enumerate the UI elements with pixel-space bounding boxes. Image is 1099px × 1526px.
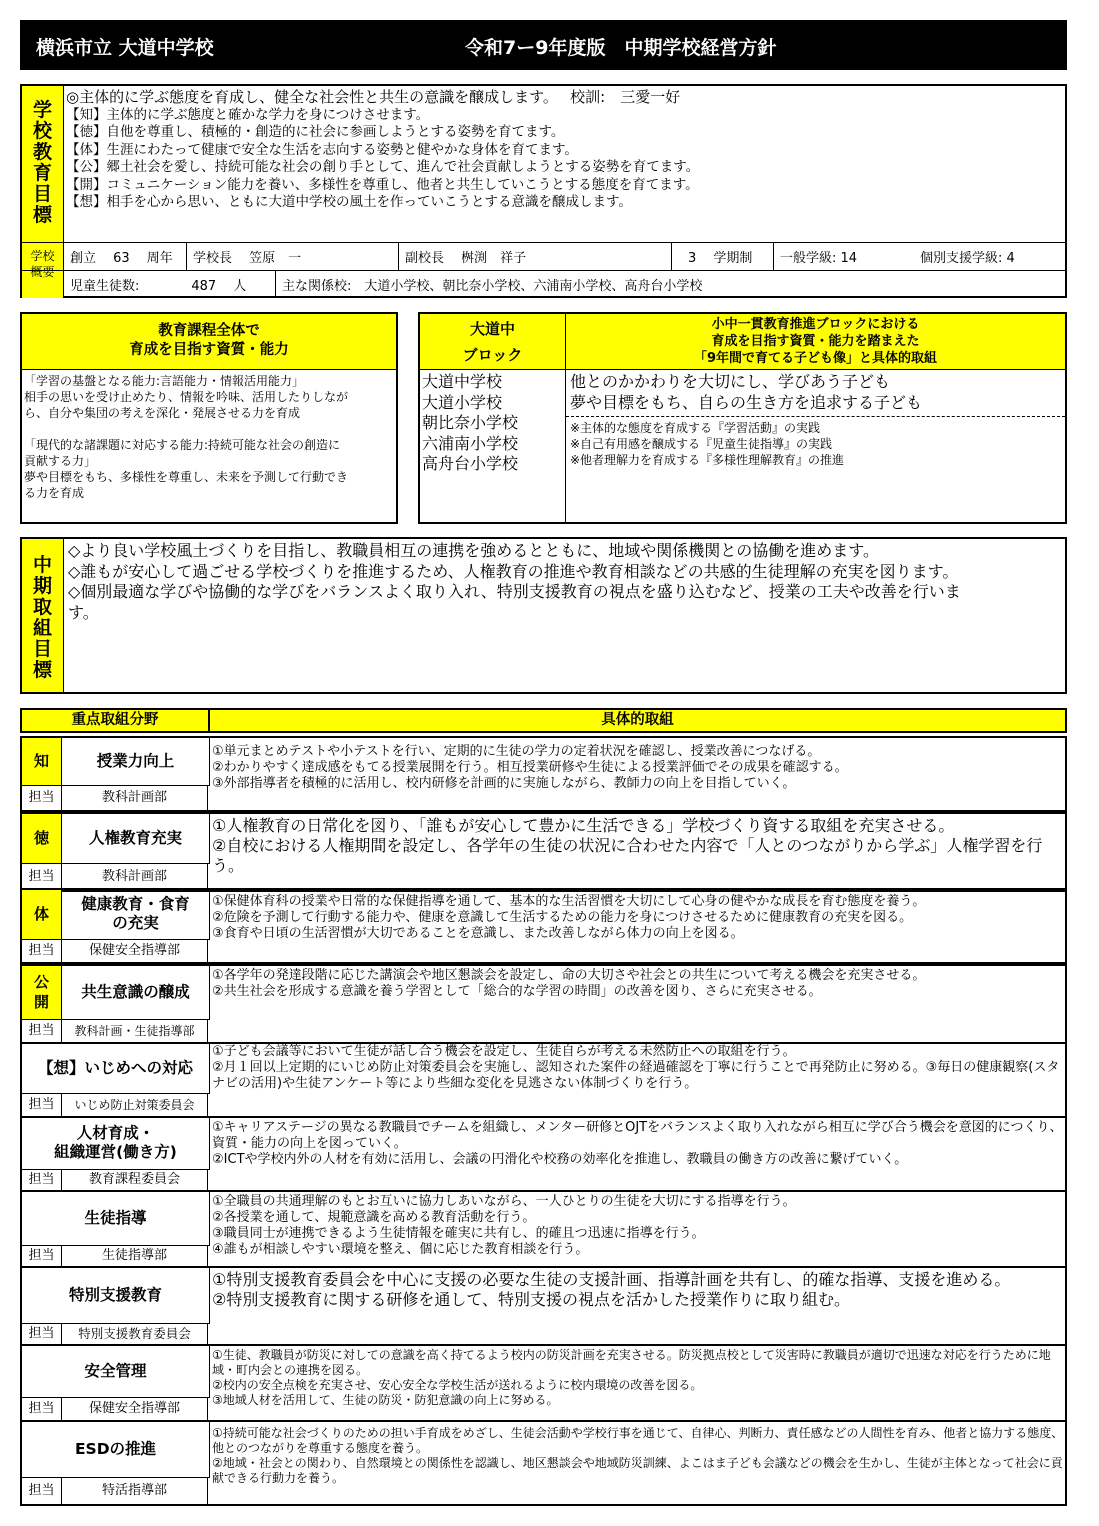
- section-hr: [20, 1116, 1067, 1192]
- tanto-label: 担当: [22, 864, 62, 890]
- vice-principal: 副校長 桝渕 祥子: [399, 243, 672, 270]
- tanto-label: 担当: [22, 1094, 62, 1116]
- principal: 学校長 笠原 一: [187, 243, 399, 270]
- terms: 3 学期制: [672, 243, 774, 270]
- tanto-label: 担当: [22, 1246, 62, 1266]
- general-classes: 一般学級: 14: [780, 251, 858, 266]
- label-char: 目: [32, 638, 52, 660]
- label-char: 標: [32, 204, 52, 226]
- competency-line: ら、自分や集団の考えを深化・発展させる力を育成: [24, 406, 301, 420]
- tanto-label: 担当: [22, 940, 62, 962]
- section-topic: 人権教育充実: [62, 814, 210, 864]
- midterm-goal: ◇個別最適な学びや協働的な学びをバランスよく取り入れ、特別支援教育の視点を盛り込むなど、授業の工夫や改善を行いま: [68, 582, 961, 601]
- competency-line: 貢献する力」: [24, 454, 97, 468]
- overview-row-2: [22, 270, 1067, 298]
- section-tag: 知: [22, 738, 62, 786]
- education-goals-text: [66, 88, 1066, 211]
- section-dept: 教科計画部: [62, 864, 208, 890]
- action-item: ③職員同士が連携できるよう生徒情報を確実に共有し、的確且つ迅速に指導を行う。: [212, 1226, 705, 1241]
- block-title-line: 大道中: [469, 320, 515, 338]
- midterm-goals-box: [20, 537, 1067, 694]
- section-actions: [212, 894, 1064, 942]
- label-char: 育: [32, 162, 52, 184]
- action-item: ②月１回以上定期的にいじめ防止対策委員会を実施し、認知された案件の経過確認を丁寧に行うことで再発防止に努める。③毎日の健康観察(スタナビの活用)や生徒アンケート等により些細な変化を見逃さない体制づくりを行う。: [212, 1060, 1060, 1091]
- block-note: ※他者理解力を育成する『多様性理解教育』の推進: [570, 453, 845, 467]
- main-goal: ◎主体的に学ぶ態度を育成し、健全な社会性と共生の意識を醸成します。 校訓: 三愛一好: [66, 88, 681, 106]
- action-item: ③食育や日頃の生活習慣が大切であることを意識し、また改善しながら体力の向上を図る。: [212, 926, 744, 941]
- competency-line: る力を育成: [24, 486, 85, 500]
- action-item: ①保健体育科の授業や日常的な保健指導を通して、基本的な生活習慣を大切にして心身の健やかな成長を育む態度を養う。: [212, 894, 926, 909]
- section-actions: [212, 968, 1064, 1000]
- action-item: ③外部指導者を積極的に活用し、校内研修を計画的に実施しながら、教師力の向上を目指していく。: [212, 776, 796, 791]
- label-char: 標: [32, 659, 52, 681]
- section-actions: [212, 1120, 1064, 1168]
- section-topic: 【想】いじめへの対応: [22, 1044, 210, 1094]
- section-actions: [212, 816, 1064, 876]
- priority-table: [20, 708, 1067, 1526]
- goal-item: 【体】生涯にわたって健康で安全な生活を志向する姿勢と健やかな身体を育てます。: [66, 141, 578, 158]
- divider: [565, 370, 566, 522]
- spacer: [24, 421, 394, 437]
- label-char: 取: [32, 596, 52, 618]
- action-item: ②各授業を通して、規範意識を高める教育活動を行う。: [212, 1210, 536, 1225]
- block-school: 大道小学校: [422, 392, 503, 412]
- competencies-title: [22, 314, 396, 370]
- action-item: ②校内の安全点検を充実させ、安心安全な学校生活が送れるように校内環境の改善を図る。: [212, 1378, 703, 1392]
- section-dept: 教科計画・生徒指導部: [62, 1020, 208, 1042]
- label-char: 校: [32, 120, 52, 142]
- section-actions: [212, 1426, 1064, 1486]
- section-dept: 教育課程委員会: [62, 1170, 208, 1190]
- action-item: ②ICTや学校内外の人材を有効に活用し、会議の円滑化や校務の効率化を推進し、教職員の働き方の改善に繋げていく。: [212, 1152, 908, 1167]
- midterm-goal: ◇誰もが安心して過ごせる学校づくりを推進するため、人権教育の推進や教育相談などの共感的生徒理解の充実を図ります。: [68, 561, 959, 581]
- midterm-goals-text: [68, 541, 1064, 623]
- tag-char: 開: [33, 993, 49, 1011]
- label-char: 教: [32, 141, 52, 163]
- action-item: ③地域人材を活用して、生徒の防災・防犯意識の向上に努める。: [212, 1393, 559, 1407]
- section-actions: [212, 1270, 1064, 1310]
- label-char: 目: [32, 183, 52, 205]
- section-bullying: [20, 1042, 1067, 1118]
- block-title-line: ブロック: [462, 346, 523, 364]
- goal-item: 【公】郷土社会を愛し、持続可能な社会の創り手として、進んで社会貢献しようとする姿勢を育てます。: [66, 159, 700, 176]
- child-image: 他とのかかわりを大切にし、学びあう子ども: [570, 372, 891, 391]
- action-item: ①単元まとめテストや小テストを行い、定期的に生徒の学力の定着状況を確認し、授業改善につなげる。: [212, 744, 821, 759]
- block-header: [566, 314, 1065, 370]
- section-morality: [20, 812, 1067, 892]
- block-box: [418, 312, 1067, 524]
- topic-line: 健康教育・食育: [81, 895, 190, 913]
- education-goals-box: [20, 84, 1067, 298]
- block-school: 六浦南小学校: [422, 433, 519, 453]
- block-school: 朝比奈小学校: [422, 413, 519, 433]
- tag-char: 公: [33, 973, 49, 991]
- tanto-label: 担当: [22, 1398, 62, 1420]
- competency-line: 夢や目標をもち、多様性を尊重し、未来を予測して行動でき: [24, 470, 349, 484]
- tanto-label: 担当: [22, 786, 62, 810]
- block-header-line: 育成を目指す資質・能力を踏まえた: [711, 334, 920, 349]
- competencies-title-line: 教育課程全体で: [158, 323, 260, 339]
- section-topic: 特別支援教育: [22, 1268, 210, 1324]
- action-item: ①キャリアステージの異なる教職員でチームを組織し、メンター研修とOJTをバランスよく取り入れながら相互に学び合う機会を意図的につくり、資質・能力の向上を図っていく。: [212, 1120, 1063, 1151]
- section-actions: [212, 1044, 1064, 1092]
- education-goals-label: [22, 86, 64, 242]
- section-dept: 保健安全指導部: [62, 1398, 208, 1420]
- competencies-title-line: 育成を目指す資質・能力: [129, 342, 289, 358]
- section-actions: [212, 744, 1064, 792]
- section-special-support: [20, 1266, 1067, 1346]
- competencies-box: [20, 312, 398, 524]
- section-guidance: [20, 1190, 1067, 1268]
- goal-item: 【開】コミュニケーション能力を養い、多様性を尊重し、他者と共生していこうとする態度を育てます。: [66, 176, 699, 193]
- midterm-goals-label: [22, 539, 64, 692]
- action-item: ①特別支援教育委員会を中心に支援の必要な生徒の支援計画、指導計画を共有し、的確な指導、支援を進める。: [212, 1270, 1011, 1289]
- section-topic: 共生意識の醸成: [62, 966, 210, 1020]
- action-item: ①持続可能な社会づくりのための担い手育成をめざし、生徒会活動や学校行事を通じて、自律心、判断力、責任感などの人間性を育み、他者と協力する態度、他とのつながりを尊重する態度を養う。: [212, 1426, 1064, 1455]
- child-image: 夢や目標をもち、自らの生き方を追求する子ども: [570, 392, 923, 412]
- block-notes: [570, 420, 844, 468]
- goal-item: 【想】相手を心から思い、ともに大道中学校の風土を作っていこうとする意識を醸成します。: [66, 194, 632, 211]
- tanto-label: 担当: [22, 1170, 62, 1190]
- section-topic: ESDの推進: [22, 1422, 210, 1478]
- block-schools: [422, 372, 564, 475]
- section-dept: 保健安全指導部: [62, 940, 208, 962]
- block-note: ※自己有用感を醸成する『児童生徒指導』の実践: [570, 437, 833, 451]
- competency-line: 「現代的な諸課題に対応する能力:持続可能な社会の創造に: [24, 438, 341, 452]
- section-topic: [62, 890, 210, 940]
- action-item: ②地域・社会との関わり、自然環境との関係性を認識し、地区懇談会や地域防災訓練、よこはま子ども会議などの機会を生かし、生徒が主体となって社会に貢献できる行動力を養う。: [212, 1456, 1063, 1485]
- action-item: ①子ども会議等において生徒が話し合う機会を設定し、生徒自らが考える未然防止への取組を行う。: [212, 1044, 796, 1059]
- block-note: ※主体的な態度を育成する『学習活動』の実践: [570, 421, 821, 435]
- action-item: ②わかりやすく達成感をもてる授業展開を行う。相互授業研修や生徒による授業評価でその成果を確認する。: [212, 760, 848, 775]
- goal-item: 【徳】自他を尊重し、積極的・創造的に社会に参画しようとする姿勢を育てます。: [66, 124, 565, 141]
- label-char: 組: [32, 617, 52, 639]
- block-school: 高舟台小学校: [422, 454, 519, 474]
- school-name: 横浜市立 大道中学校: [36, 37, 214, 59]
- section-actions: [212, 1194, 1064, 1258]
- section-dept: いじめ防止対策委員会: [62, 1094, 208, 1116]
- col-header-actions: 具体的取組: [208, 708, 1067, 733]
- related-schools: 主な関係校: 大道小学校、朝比奈小学校、六浦南小学校、高舟台小学校: [282, 279, 703, 294]
- topic-line: 人材育成・: [76, 1124, 155, 1142]
- midterm-goal: ◇より良い学校風土づくりを目指し、教職員相互の連携を強めるとともに、地域や関係機関との協働を進めます。: [68, 541, 880, 560]
- block-school: 大道中学校: [422, 372, 503, 391]
- label-char: 期: [32, 575, 52, 597]
- section-knowledge: [20, 736, 1067, 812]
- midterm-goal: す。: [68, 602, 99, 622]
- section-topic: 安全管理: [22, 1346, 210, 1398]
- competencies-body: [22, 370, 396, 504]
- topic-line: の充実: [112, 914, 159, 932]
- tanto-label: 担当: [22, 1324, 62, 1344]
- section-dept: 特活指導部: [62, 1478, 208, 1504]
- special-classes: 個別支援学級: 4: [920, 251, 1015, 266]
- competency-line: 相手の思いを受け止めたり、情報を吟味、活用したりしなが: [24, 390, 349, 404]
- document-header: [20, 20, 1067, 70]
- section-esd: [20, 1420, 1067, 1506]
- section-tag: 体: [22, 890, 62, 940]
- action-item: ①人権教育の日常化を図り、「誰もが安心して豊かに生活できる」学校づくり資する取組を充実させる。: [212, 816, 955, 835]
- col-header-field: 重点取組分野: [20, 708, 210, 733]
- action-item: ①全職員の共通理解のもとお互いに協力しあいながら、一人ひとりの生徒を大切にする指導を行う。: [212, 1194, 796, 1209]
- overview-label-line: 概要: [30, 265, 55, 279]
- tanto-label: 担当: [22, 1478, 62, 1504]
- document-title: 令和7ー9年度版 中期学校経営方針: [465, 37, 777, 59]
- action-item: ①生徒、教職員が防災に対しての意識を高く持てるよう校内の防災計画を充実させる。防災拠点校として災害時に教職員が適切で迅速な対応を行うために地域・町内会との連携を図る。: [212, 1348, 1051, 1377]
- section-topic: 生徒指導: [22, 1192, 210, 1246]
- competency-line: 「学習の基盤となる能力:言語能力・情報活用能力」: [24, 374, 305, 388]
- dashed-divider: [566, 416, 1065, 417]
- section-dept: 生徒指導部: [62, 1246, 208, 1266]
- action-item: ②自校における人権期間を設定し、各学年の生徒の状況に合わせた内容で「人とのつながりから学ぶ」人権学習を行う。: [212, 836, 1043, 875]
- action-item: ②危険を予測して行動する能力や、健康を意識して生活するための能力を身につけさせるために健康教育の充実を図る。: [212, 910, 913, 925]
- overview-row-1: [22, 242, 1067, 270]
- section-safety: [20, 1344, 1067, 1422]
- student-count: 児童生徒数: 487 人: [64, 271, 276, 298]
- block-header-line: 小中一貫教育推進ブロックにおける: [711, 317, 920, 332]
- topic-line: 組織運営(働き方): [54, 1143, 177, 1161]
- section-dept: 特別支援教育委員会: [62, 1324, 208, 1344]
- section-dept: 教科計画部: [62, 786, 208, 810]
- label-char: 学: [32, 99, 52, 121]
- section-public: [20, 964, 1067, 1044]
- block-header-line: 「9年間で育てる子ども像」と具体的取組: [693, 351, 938, 366]
- section-tag: [22, 966, 62, 1020]
- action-item: ④誰もが相談しやすい環境を整え、個に応じた教育相談を行う。: [212, 1242, 589, 1257]
- founded: 創立 63 周年: [64, 243, 187, 270]
- section-actions: [212, 1348, 1064, 1408]
- action-item: ②特別支援教育に関する研修を通して、特別支援の視点を活かした授業作りに取り組む。: [212, 1290, 851, 1309]
- goal-item: 【知】主体的に学ぶ態度と確かな学力を身につけさせます。: [66, 107, 430, 123]
- tanto-label: 担当: [22, 1020, 62, 1042]
- section-tag: 徳: [22, 814, 62, 864]
- action-item: ①各学年の発達段階に応じた講演会や地区懇談会を設定し、命の大切さや社会との共生について考える機会を充実させる。: [212, 968, 926, 983]
- block-title: [420, 314, 566, 370]
- section-topic: 授業力向上: [62, 738, 210, 786]
- section-health: [20, 888, 1067, 964]
- label-char: 中: [32, 554, 52, 576]
- overview-label-line: 学校: [30, 249, 55, 263]
- child-images: [570, 372, 1060, 413]
- section-topic: [22, 1118, 210, 1170]
- action-item: ②共生社会を形成する意識を養う学習として「総合的な学習の時間」の改善を図り、さらに充実させる。: [212, 984, 822, 999]
